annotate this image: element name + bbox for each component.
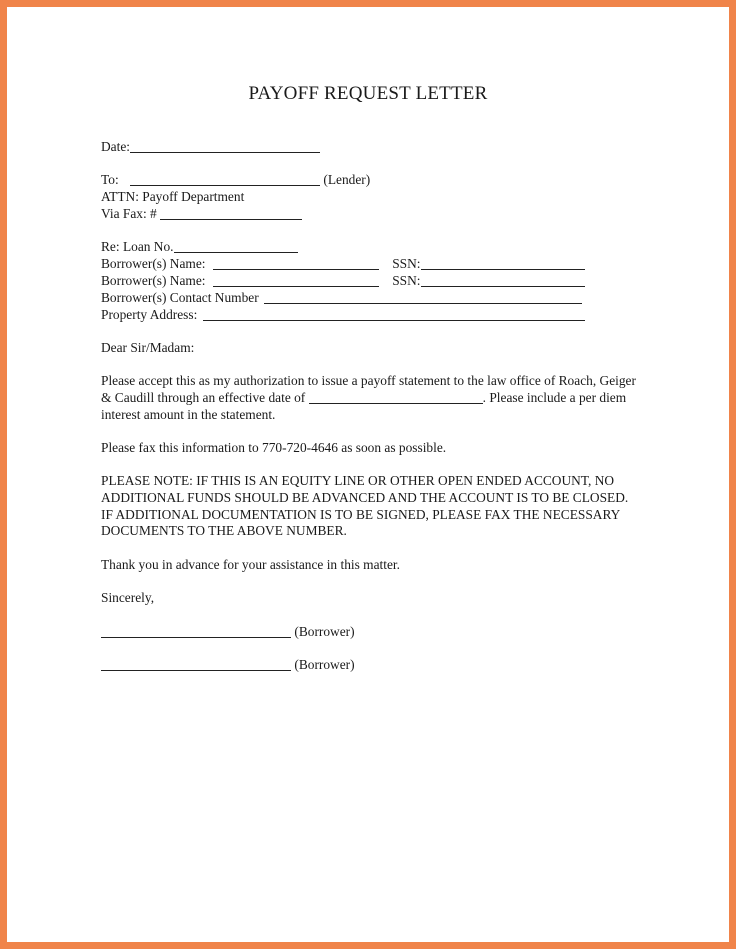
ssn-label: SSN: bbox=[392, 273, 421, 288]
fax-instruction: Please fax this information to 770-720-4646 as soon as possible. bbox=[101, 440, 447, 455]
borrower-name-label: Borrower(s) Name: bbox=[101, 273, 206, 288]
property-field[interactable] bbox=[203, 307, 585, 321]
contact-label: Borrower(s) Contact Number bbox=[101, 290, 259, 305]
note-line-1: PLEASE NOTE: IF THIS IS AN EQUITY LINE OR OTHER OPEN ENDED ACCOUNT, NO bbox=[101, 473, 615, 488]
borrower-name-field-1[interactable] bbox=[213, 256, 379, 270]
date-label: Date: bbox=[101, 139, 130, 154]
para1-line-2 bbox=[101, 390, 626, 406]
letter-title: PAYOFF REQUEST LETTER bbox=[248, 83, 488, 104]
attn-line: ATTN: Payoff Department bbox=[101, 189, 245, 204]
letter-page bbox=[7, 7, 729, 942]
para1-line-1: Please accept this as my authorization to issue a payoff statement to the law office of Roach, Geiger bbox=[101, 373, 636, 388]
to-label: To: bbox=[101, 172, 119, 187]
para1-line-3: interest amount in the statement. bbox=[101, 407, 276, 422]
fax-label: Via Fax: # bbox=[101, 206, 157, 221]
fax-row bbox=[101, 206, 302, 222]
borrower-name-label: Borrower(s) Name: bbox=[101, 256, 206, 271]
contact-field[interactable] bbox=[264, 290, 582, 304]
signature-row-1 bbox=[101, 624, 355, 640]
borrower-sig-label-1: (Borrower) bbox=[294, 624, 355, 639]
property-row bbox=[101, 307, 585, 323]
ssn-field-1[interactable] bbox=[421, 256, 585, 270]
signature-row-2 bbox=[101, 657, 355, 673]
borrower-row-2 bbox=[101, 273, 585, 289]
thanks-line: Thank you in advance for your assistance in this matter. bbox=[101, 557, 400, 572]
effective-date-field[interactable] bbox=[309, 390, 483, 404]
para1-text-b: & Caudill through an effective date of bbox=[101, 390, 306, 405]
lender-field[interactable] bbox=[130, 172, 320, 186]
fax-field[interactable] bbox=[160, 206, 302, 220]
salutation: Dear Sir/Madam: bbox=[101, 340, 195, 355]
date-row bbox=[101, 139, 320, 155]
loan-row bbox=[101, 239, 298, 255]
para1-text-c: . Please include a per diem bbox=[482, 390, 627, 405]
to-row bbox=[101, 172, 370, 188]
note-line-3: IF ADDITIONAL DOCUMENTATION IS TO BE SIGNED, PLEASE FAX THE NECESSARY bbox=[101, 507, 621, 522]
loan-label: Re: Loan No. bbox=[101, 239, 174, 254]
borrower-sig-label-2: (Borrower) bbox=[294, 657, 355, 672]
signature-field-1[interactable] bbox=[101, 624, 291, 638]
date-field[interactable] bbox=[130, 139, 320, 153]
contact-row bbox=[101, 290, 582, 306]
signature-field-2[interactable] bbox=[101, 657, 291, 671]
ssn-field-2[interactable] bbox=[421, 273, 585, 287]
note-line-2: ADDITIONAL FUNDS SHOULD BE ADVANCED AND THE ACCOUNT IS TO BE CLOSED. bbox=[101, 490, 629, 505]
loan-field[interactable] bbox=[174, 239, 298, 253]
ssn-label: SSN: bbox=[392, 256, 421, 271]
lender-label: (Lender) bbox=[323, 172, 371, 187]
property-label: Property Address: bbox=[101, 307, 198, 322]
note-line-4: DOCUMENTS TO THE ABOVE NUMBER. bbox=[101, 523, 347, 538]
borrower-name-field-2[interactable] bbox=[213, 273, 379, 287]
closing-line: Sincerely, bbox=[101, 590, 155, 605]
borrower-row-1 bbox=[101, 256, 585, 272]
